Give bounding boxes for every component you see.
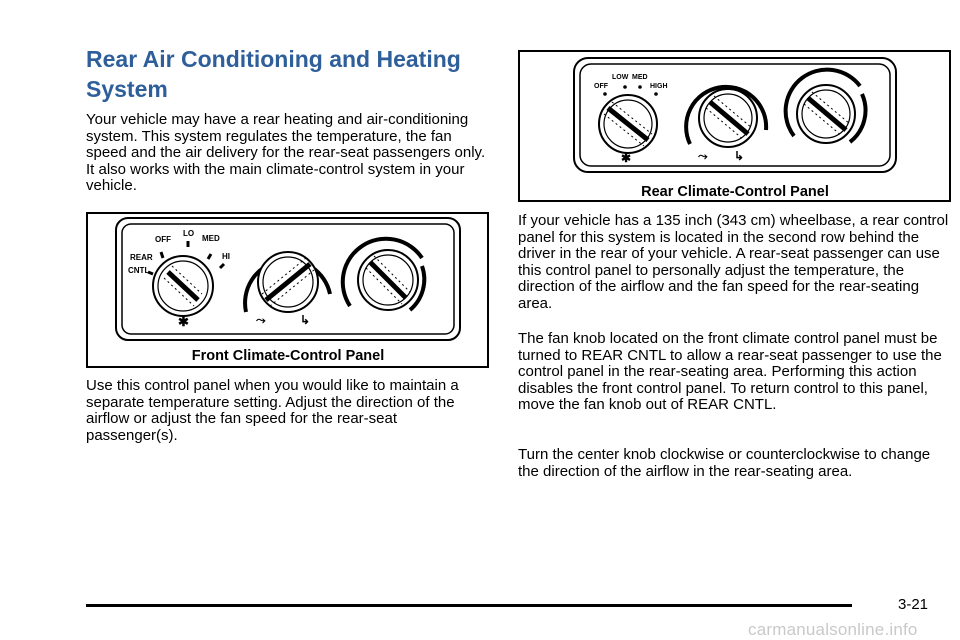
rear-dash-vent-icon: ↳ [734,149,745,163]
rear-temperature-knob [786,70,866,143]
intro-paragraph: Your vehicle may have a rear heating and air-conditioning system. This system regulates the temperature, the fan speed and the air delivery for the rear-seat passengers only. It also works with the main climate-control system in your vehicle. [86,111,486,194]
airflow-direction-paragraph: Turn the center knob clockwise or counterclockwise to change the direction of the airflow in the rear-seating area. [518,446,931,480]
rear-fan-high-label: HIGH [650,83,668,90]
mode-knob [245,252,330,312]
rear-panel-illustration [520,52,949,200]
fan-rear-label: REAR [130,253,153,262]
watermark: carmanualsonline.info [748,620,918,639]
front-panel-figure [86,212,489,368]
rear-floor-vent-icon: ⤳ [698,149,708,163]
rear-panel-location-paragraph: If your vehicle has a 135 inch (343 cm) wheelbase, a rear control panel for this system is located in the second row behind the driver in the rear of your vehicle. A rear-seat passenger can use this control panel to personally adjust the temperature, the direction of the airflow and the fan speed for the rear-seating area. [518,212,949,312]
fan-hi-label: HI [222,252,230,261]
front-panel-illustration [88,214,487,366]
section-title: Rear Air Conditioning and Heating System [86,46,461,102]
rear-panel-caption: Rear Climate-Control Panel [641,184,829,200]
fan-icon: ✱ [178,314,189,329]
fan-med-label: MED [202,234,220,243]
rear-fan-knob [599,85,658,153]
rear-fan-icon: ✱ [621,151,632,165]
fan-cntl-label: CNTL [128,266,150,275]
rear-fan-off-label: OFF [594,83,608,90]
rear-mode-knob [686,87,766,147]
rear-fan-med-label: MED [632,74,648,81]
footer-rule [86,604,852,607]
front-panel-paragraph: Use this control panel when you would like to maintain a separate temperature setting. Adjust the direction of the airflow or adjust the fan speed for the rear-seat passenger(s). [86,377,459,444]
rear-fan-low-label: LOW [612,74,629,81]
page-number: 3-21 [898,596,929,613]
fan-lo-label: LO [183,229,195,238]
rear-control-paragraph: The fan knob located on the front climate control panel must be turned to REAR CNTL to allow a rear-seat passenger to use the control panel in the rear-seating area. Performing this action disables the front control panel. To return control to this panel, move the fan knob out of REAR CNTL. [518,330,942,413]
dash-vent-icon: ↳ [300,313,311,327]
fan-off-label: OFF [155,235,171,244]
fan-knob [148,241,224,316]
floor-vent-icon: ⤳ [256,313,266,327]
front-panel-caption: Front Climate-Control Panel [191,348,385,364]
temperature-knob [343,239,425,310]
rear-panel-figure [518,50,951,202]
